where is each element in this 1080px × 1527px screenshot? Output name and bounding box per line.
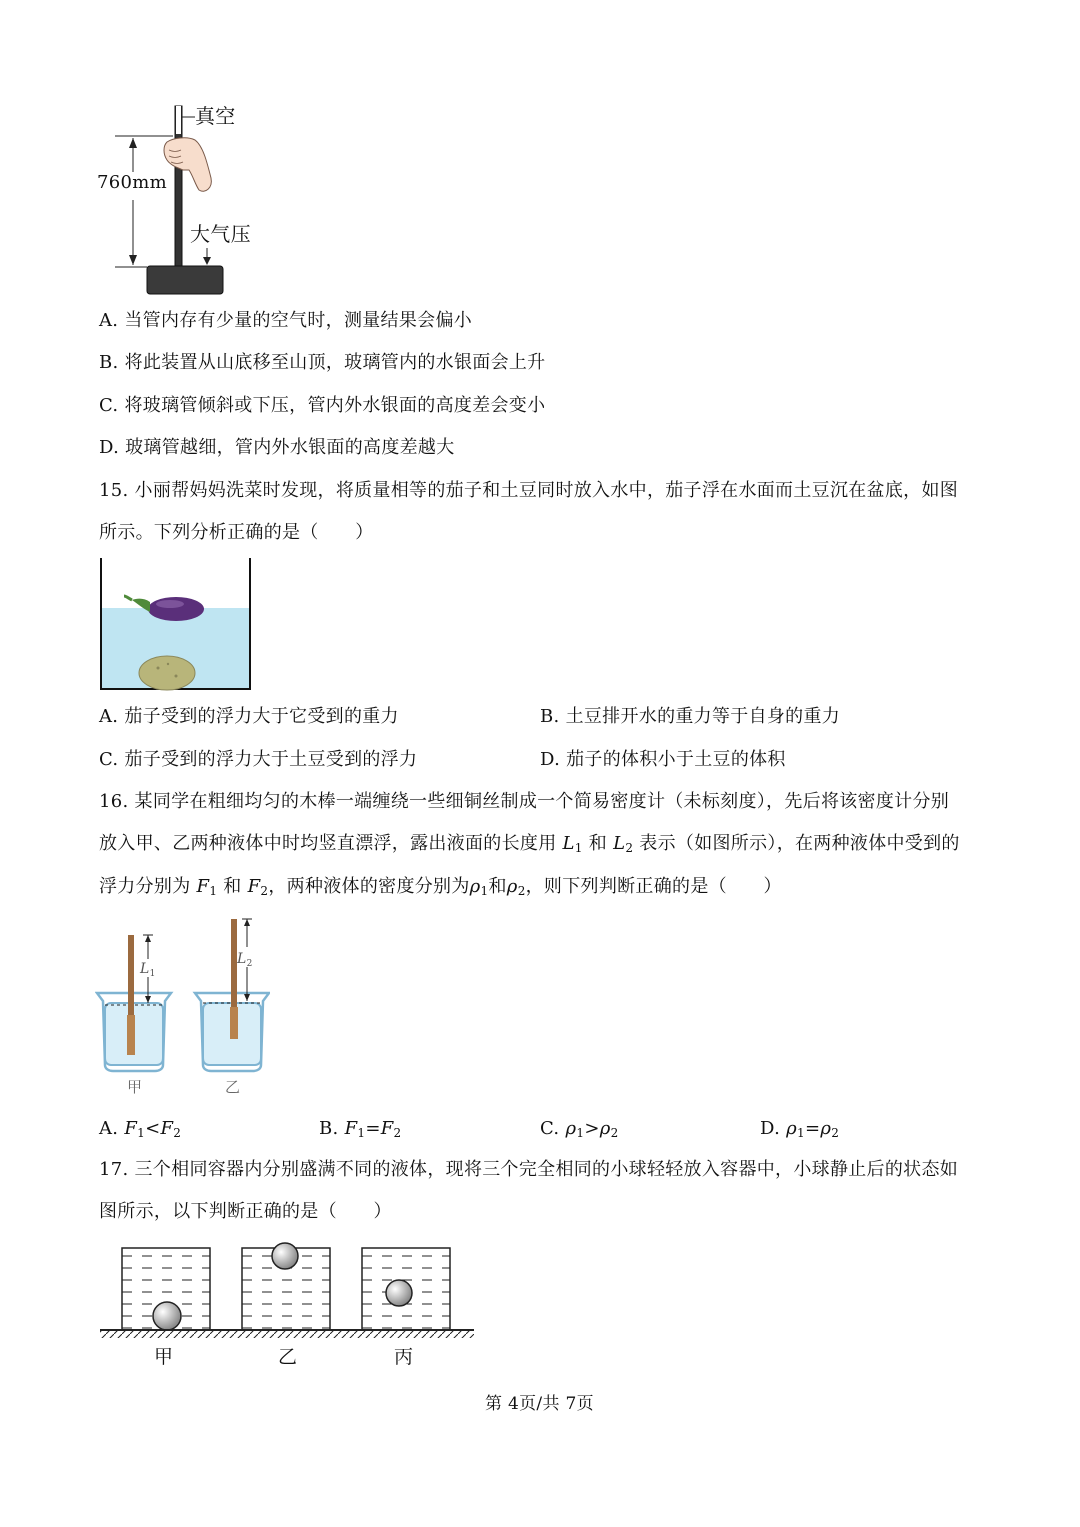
- q16-option-d: D. $\rho_1=\rho_2$: [760, 1118, 840, 1140]
- eggplant-potato-figure: [98, 558, 254, 692]
- hydrometer-right-caption: 乙: [225, 1078, 241, 1096]
- barometer-figure: [95, 100, 265, 300]
- container-caption-a: 甲: [154, 1346, 174, 1368]
- q15-option-c: C. 茄子受到的浮力大于土豆受到的浮力: [99, 749, 418, 770]
- hydrometer-l2-label: $L_2$: [237, 951, 253, 969]
- vacuum-label: 真空: [195, 104, 236, 128]
- q15-stem-line2: 所示。下列分析正确的是（ ）: [99, 522, 374, 543]
- q15-stem-line1: 15. 小丽帮妈妈洗菜时发现，将质量相等的茄子和土豆同时放入水中，茄子浮在水面而土豆沉在盆底，如图: [99, 480, 959, 501]
- q16-option-c: C. $\rho_1>\rho_2$: [540, 1118, 619, 1140]
- q14-option-d: D. 玻璃管越细，管内外水银面的高度差越大: [99, 437, 455, 458]
- q16-stem-line2: 放入甲、乙两种液体中时均竖直漂浮，露出液面的长度用 $L_1$ 和 $L_2$ 表示（如图所示），在两种液体中受到的: [99, 833, 960, 855]
- container-caption-b: 乙: [278, 1346, 298, 1368]
- beaker-right: [195, 919, 269, 1071]
- q16-stem-line1: 16. 某同学在粗细均匀的木棒一端缠绕一些细铜丝制成一个简易密度计（未标刻度），先后将该密度计分别: [99, 791, 950, 812]
- hydrometer-left-caption: 甲: [127, 1078, 143, 1096]
- hydrometer-l1-label: $L_1$: [140, 961, 156, 979]
- q17-stem-line1: 17. 三个相同容器内分别盛满不同的液体，现将三个完全相同的小球轻轻放入容器中，小球静止后的状态如: [99, 1159, 959, 1180]
- page-footer: 第 4页/共 7页: [485, 1394, 594, 1414]
- atm-label: 大气压: [190, 222, 251, 246]
- q15-option-d: D. 茄子的体积小于土豆的体积: [540, 749, 786, 770]
- q14-option-b: B. 将此装置从山底移至山顶，玻璃管内的水银面会上升: [99, 352, 546, 373]
- three-containers-figure: [98, 1238, 478, 1340]
- q14-option-a: A. 当管内存有少量的空气时，测量结果会偏小: [99, 310, 473, 331]
- q16-stem-line3: 浮力分别为 $F_1$ 和 $F_2$，两种液体的密度分别为$\rho_1$和$\rho_2$，则下列判断正确的是（ ）: [99, 876, 782, 898]
- q14-option-c: C. 将玻璃管倾斜或下压，管内外水银面的高度差会变小: [99, 395, 546, 416]
- container-caption-c: 丙: [394, 1346, 414, 1368]
- q15-option-a: A. 茄子受到的浮力大于它受到的重力: [99, 706, 399, 727]
- q16-option-a: A. $F_1<F_2$: [99, 1118, 182, 1140]
- q16-option-b: B. $F_1=F_2$: [319, 1118, 402, 1140]
- beaker-left: [97, 935, 171, 1071]
- height-label: 760mm: [97, 172, 167, 193]
- hydrometer-figure: [95, 915, 270, 1095]
- q15-option-b: B. 土豆排开水的重力等于自身的重力: [540, 706, 841, 727]
- q17-stem-line2: 图所示，以下判断正确的是（ ）: [99, 1201, 392, 1222]
